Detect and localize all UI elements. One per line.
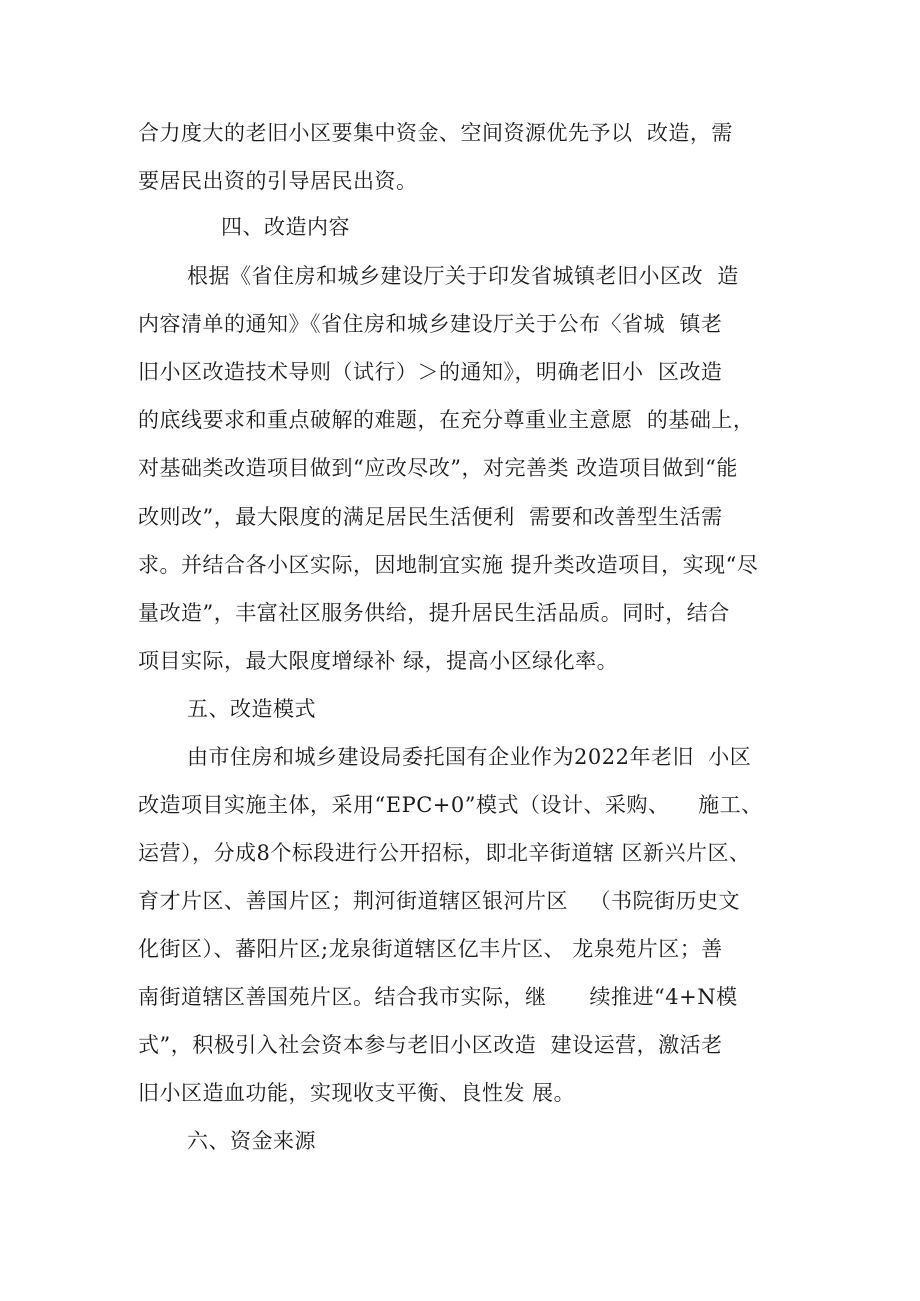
body-text-line: 改则改”，最大限度的满足居民生活便利 需要和改善型生活需	[138, 505, 723, 529]
body-text-line: 化街区）、蕃阳片区;龙泉街道辖区亿丰片区、 龙泉苑片区；善	[138, 937, 723, 961]
body-text-line: 育才片区、善国片区；荆河街道辖区银河片区 （书院街历史文	[138, 889, 741, 913]
body-text-line: 项目实际，最大限度增绿补 绿，提高小区绿化率。	[138, 649, 619, 673]
body-text-line: 式”，积极引入社会资本参与老旧小区改造 建设运营，激活老	[138, 1033, 723, 1057]
body-text-line: 运营），分成8个标段进行公开招标，即北辛街道辖 区新兴片区、	[138, 841, 751, 865]
body-text-line: 求。并结合各小区实际，因地制宜实施 提升类改造项目，实现“尽	[138, 553, 759, 577]
body-text-line: 合力度大的老旧小区要集中资金、空间资源优先予以 改造，需	[138, 121, 733, 145]
body-text-line: 的底线要求和重点破解的难题，在充分尊重业主意愿 的基础上，	[138, 408, 755, 432]
body-text-line: 量改造”，丰富社区服务供给，提升居民生活品质。同时，结合	[138, 601, 730, 625]
body-text-line: 要居民出资的引导居民出资。	[138, 169, 418, 193]
body-text-line: 内容清单的通知》《省住房和城乡建设厅关于公布〈省城 镇老	[138, 312, 723, 336]
section-heading-4: 四、改造内容	[221, 215, 350, 239]
body-text-line: 旧小区改造技术导则（试行）＞的通知》，明确老旧小 区改造	[138, 360, 723, 384]
body-text-line: 对基础类改造项目做到“应改尽改”，对完善类 改造项目做到“能	[138, 456, 738, 480]
section-heading-6: 六、资金来源	[187, 1129, 316, 1153]
body-text-line: 根据《省住房和城乡建设厅关于印发省城镇老旧小区改 造	[187, 264, 739, 288]
body-text-line: 由市住房和城乡建设局委托国有企业作为2022年老旧 小区	[187, 745, 752, 769]
body-text-line: 南街道辖区善国苑片区。结合我市实际，继 续推进“4+N模	[138, 985, 738, 1009]
body-text-line: 改造项目实施主体，采用“EPC+0”模式（设计、采购、 施工、	[138, 793, 763, 817]
body-text-line: 旧小区造血功能，实现收支平衡、良性发 展。	[138, 1081, 576, 1105]
section-heading-5: 五、改造模式	[187, 697, 316, 721]
